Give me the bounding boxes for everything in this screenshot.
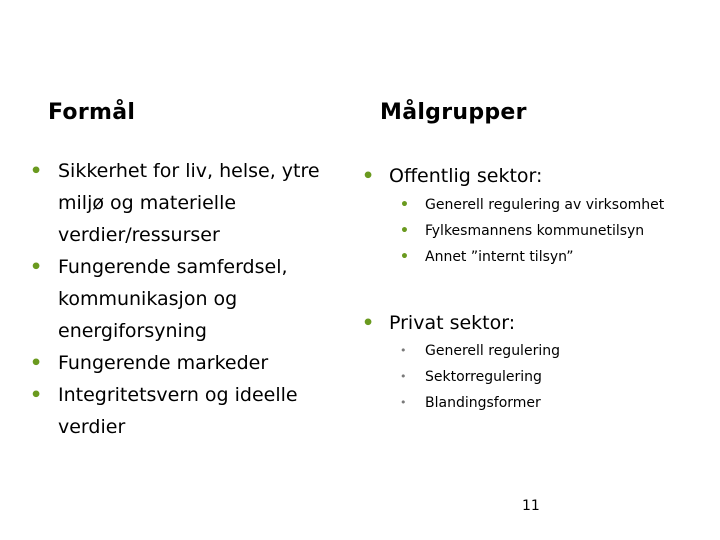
bullet-icon: • — [30, 352, 43, 374]
private-sector-label: Privat sektor: — [389, 312, 516, 334]
private-sector-sublist — [400, 338, 560, 416]
sublist-item — [400, 218, 664, 244]
sublist-item — [400, 192, 664, 218]
public-sector-sublist — [400, 192, 664, 270]
bullet-icon: • — [30, 384, 43, 406]
sublist-item-text: Generell regulering — [425, 343, 560, 359]
bullet-icon: • — [400, 223, 409, 239]
private-sector-item — [362, 309, 712, 337]
sublist-item-text: Sektorregulering — [425, 369, 542, 385]
list-item-text: Integritetsvern og ideelle verdier — [58, 384, 298, 438]
formal-heading: Formål — [48, 100, 136, 125]
list-item-text: Fungerende markeder — [58, 352, 269, 374]
list-item — [30, 155, 335, 251]
malgrupper-heading: Målgrupper — [380, 100, 527, 125]
sublist-item-text: Annet ”internt tilsyn” — [425, 249, 574, 265]
sublist-item — [400, 364, 560, 390]
bullet-icon: • — [400, 197, 409, 213]
sublist-item-text: Blandingsformer — [425, 395, 541, 411]
bullet-icon: • — [30, 256, 43, 278]
sublist-item-text: Fylkesmannens kommunetilsyn — [425, 223, 645, 239]
list-item-text: Fungerende samferdsel, kommunikasjon og energiforsyning — [58, 256, 288, 342]
public-sector-label: Offentlig sektor: — [389, 165, 543, 187]
bullet-icon: • — [400, 370, 407, 383]
sublist-item — [400, 390, 560, 416]
list-item — [30, 251, 335, 347]
public-sector-list — [362, 162, 712, 190]
public-sector-item — [362, 162, 712, 190]
list-item — [30, 347, 335, 379]
formal-list — [30, 155, 335, 443]
bullet-icon: • — [400, 344, 407, 357]
private-sector-list — [362, 309, 712, 337]
sublist-item — [400, 338, 560, 364]
page-number: 11 — [522, 498, 540, 514]
bullet-icon: • — [362, 312, 375, 334]
bullet-icon: • — [362, 165, 375, 187]
bullet-icon: • — [400, 396, 407, 409]
list-item-text: Sikkerhet for liv, helse, ytre miljø og materielle verdier/ressurser — [58, 160, 320, 246]
sublist-item-text: Generell regulering av virksomhet — [425, 197, 665, 213]
sublist-item — [400, 244, 664, 270]
bullet-icon: • — [400, 249, 409, 265]
bullet-icon: • — [30, 160, 43, 182]
list-item — [30, 379, 335, 443]
